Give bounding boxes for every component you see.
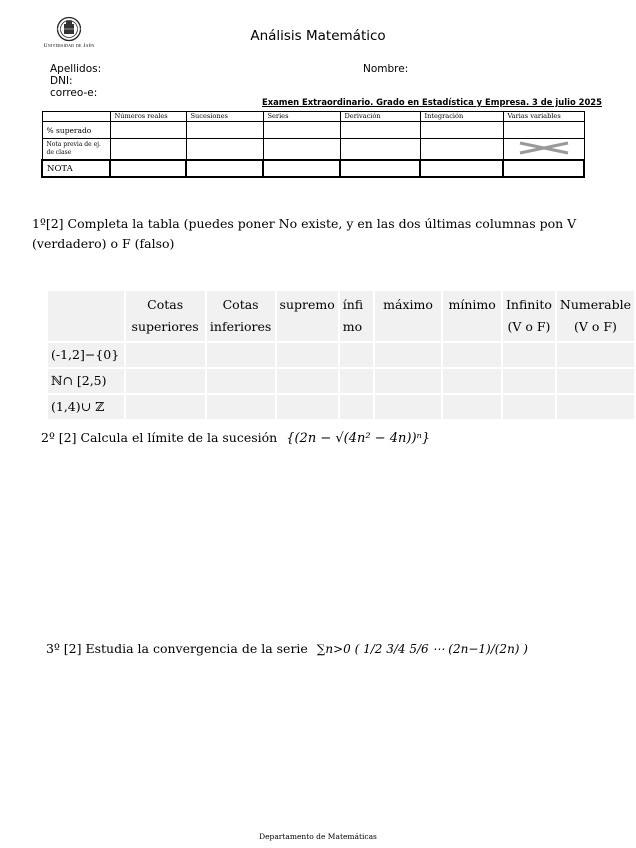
q1-answer-cell[interactable] [375, 343, 442, 367]
cross-mark-icon [518, 141, 570, 155]
grades-row-label: Nota previa de ej. de clase [42, 139, 110, 161]
question-1-text: 1º[2] Completa la tabla (puedes poner No existe, y en las dos últimas columnas pon V (verdadero) o F (falso) [32, 216, 577, 251]
grades-cell [503, 160, 584, 177]
grades-cell [420, 160, 503, 177]
q1-answer-cell[interactable] [126, 369, 205, 393]
grades-cell [110, 139, 186, 161]
grades-cell [420, 122, 503, 139]
grades-cell [186, 160, 263, 177]
q1-answer-cell[interactable] [557, 343, 634, 367]
q1-answer-cell[interactable] [443, 343, 501, 367]
exam-title: Examen Extraordinario. Grado en Estadística y Empresa. 3 de julio 2025 [262, 97, 602, 107]
q1-answer-cell[interactable] [340, 395, 373, 419]
grades-corner-cell [42, 112, 110, 122]
q1-answer-cell[interactable] [207, 395, 275, 419]
grades-cell [263, 139, 340, 161]
grades-col-header: Números reales [110, 112, 186, 122]
question-2-formula: {(2n − √(4n² − 4n))ⁿ} [286, 431, 431, 446]
q1-answer-cell[interactable] [277, 369, 338, 393]
q1-answer-cell[interactable] [375, 369, 442, 393]
q1-col-header: supremo [277, 291, 338, 341]
grades-cell-crossed [503, 139, 584, 161]
correo-label: correo-e: [50, 87, 98, 99]
grades-cell [340, 122, 420, 139]
grades-row-label: NOTA [42, 160, 110, 177]
grades-cell [186, 139, 263, 161]
q1-answer-cell[interactable] [207, 369, 275, 393]
q1-answer-cell[interactable] [340, 369, 373, 393]
q1-answer-cell[interactable] [503, 369, 555, 393]
q1-answer-cell[interactable] [503, 395, 555, 419]
grades-cell [110, 122, 186, 139]
question-3-formula: ∑n>0 ( 1/2 3/4 5/6 ⋯ (2n−1)/(2n) ) [316, 642, 528, 656]
grades-cell [420, 139, 503, 161]
question-3-label: 3º [2] Estudia la convergencia de la serie [46, 641, 308, 656]
q1-answer-cell[interactable] [375, 395, 442, 419]
grades-cell [263, 160, 340, 177]
q1-corner-cell [48, 291, 124, 341]
q1-answer-cell[interactable] [277, 395, 338, 419]
q1-answer-cell[interactable] [503, 343, 555, 367]
q1-col-header: ínfi mo [340, 291, 373, 341]
university-name: Universidad de Jaén [43, 43, 95, 49]
q1-answer-cell[interactable] [126, 343, 205, 367]
q1-answer-cell[interactable] [443, 369, 501, 393]
dni-label: DNI: [50, 75, 73, 87]
grades-col-header: Varias variables [503, 112, 584, 122]
q1-answer-cell[interactable] [207, 343, 275, 367]
q1-col-header: Cotas inferiores [207, 291, 275, 341]
footer-department: Departamento de Matemáticas [259, 832, 377, 841]
grades-cell [263, 122, 340, 139]
grades-row-label: % superado [42, 122, 110, 139]
question-1-table [46, 289, 636, 421]
q1-answer-cell[interactable] [557, 369, 634, 393]
q1-col-header: mínimo [443, 291, 501, 341]
grades-col-header: Series [263, 112, 340, 122]
q1-answer-cell[interactable] [443, 395, 501, 419]
apellidos-label: Apellidos: [50, 63, 102, 75]
grades-cell [186, 122, 263, 139]
q1-answer-cell[interactable] [277, 343, 338, 367]
q1-answer-cell[interactable] [340, 343, 373, 367]
q1-row-label: (1,4)∪ ℤ [48, 395, 124, 419]
q1-col-header: Cotas superiores [126, 291, 205, 341]
q1-col-header: máximo [375, 291, 442, 341]
grades-col-header: Integración [420, 112, 503, 122]
page-title: Análisis Matemático [250, 28, 386, 44]
grades-col-header: Sucesiones [186, 112, 263, 122]
q1-row-label: ℕ∩ [2,5) [48, 369, 124, 393]
q1-row-label: (-1,2]−{0} [48, 343, 124, 367]
q1-answer-cell[interactable] [557, 395, 634, 419]
nombre-label: Nombre: [363, 63, 409, 75]
grades-table [41, 111, 585, 178]
question-2-label: 2º [2] Calcula el límite de la sucesión [41, 430, 278, 445]
grades-col-header: Derivación [340, 112, 420, 122]
q1-col-header: Infinito (V o F) [503, 291, 555, 341]
grades-cell [340, 160, 420, 177]
question-2 [41, 428, 430, 449]
grades-cell [340, 139, 420, 161]
question-3 [46, 639, 528, 659]
q1-answer-cell[interactable] [126, 395, 205, 419]
q1-col-header: Numerable (V o F) [557, 291, 634, 341]
grades-cell [503, 122, 584, 139]
grades-cell [110, 160, 186, 177]
